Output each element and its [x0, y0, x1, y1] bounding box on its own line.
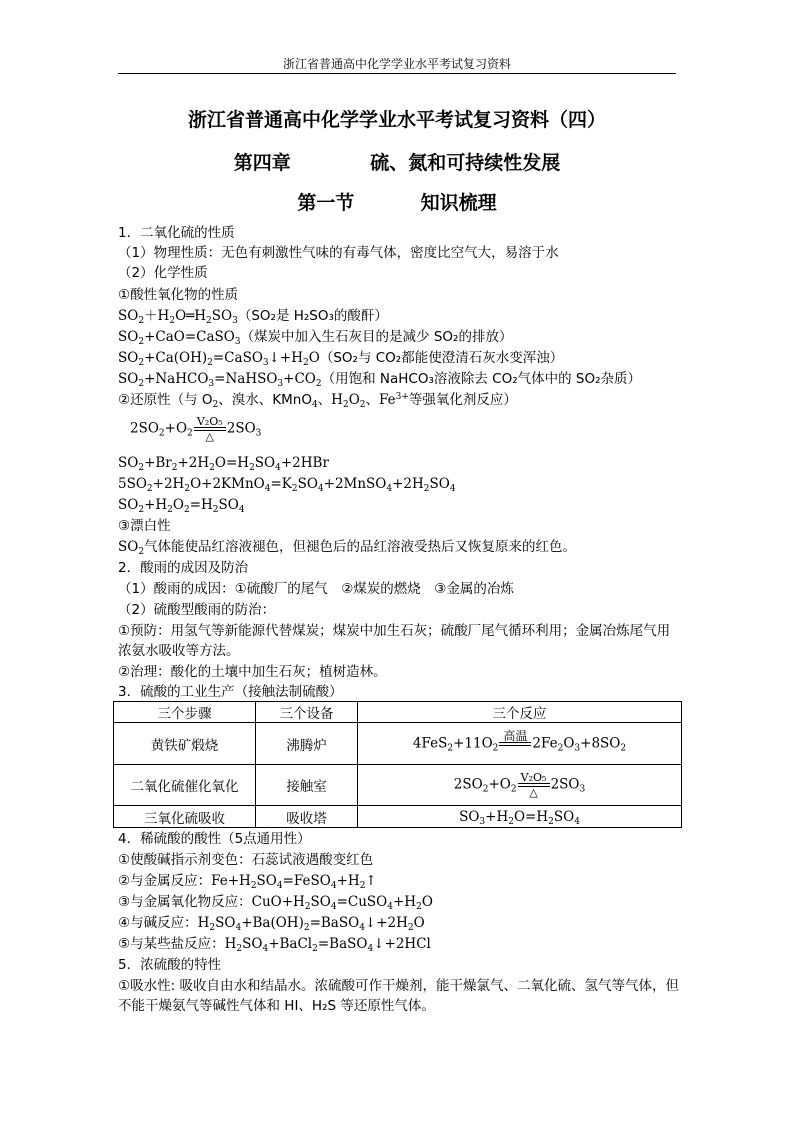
device-cell: 沸腾炉: [256, 723, 358, 765]
eq-so2-o2: $2SO_2+O_2$ V₂O₅ △ $2SO_3$: [130, 415, 262, 443]
section-label: 第一节: [297, 192, 355, 214]
s1-bleach-heading: ③漂白性: [118, 518, 171, 534]
s2-prevent: ①预防：用氢气等新能源代替煤炭；煤炭中加生石灰；硫酸厂尾气循环利用；金属冶炼尾气用浓氨水吸收等方法。: [118, 623, 671, 659]
eq-so2-caoh2: $SO_2+Ca(OH)_2=CaSO_3↓+H_2O(SO_2$与 CO₂都能使澄清石灰水变浑浊）: [118, 350, 564, 368]
heat-symbol: △: [529, 786, 538, 799]
s2-prevent-heading: （2）硫酸型酸雨的防治：: [118, 602, 276, 618]
catalyst-label: V₂O₅: [196, 415, 223, 428]
s1-physical: （1）物理性质：无色有刺激性气味的有毒气体，密度比空气大，易溶于水: [118, 245, 559, 261]
s2-treat: ②治理：酸化的土壤中加生石灰；植树造林。: [118, 664, 387, 680]
step-cell: 黄铁矿煅烧: [114, 723, 256, 765]
s5-absorb: ①吸水性: 吸收自由水和结晶水。浓硫酸可作干燥剂，能干燥氯气、二氧化硫、氢气等气体，但不能干燥氨气等碱性气体和 HI、H₂S 等还原性气体。: [118, 978, 679, 1014]
s4-item-5: ⑤与某些盐反应：$H_2SO_4+BaCl_2=BaSO_4↓+2HCl$: [118, 936, 431, 954]
eq-so2-nahco3: $SO_2+NaHCO_3=NaHSO_3+CO_2$（用饱和 NaHCO₃溶液除去 CO₂气体中的 SO₂杂质）: [118, 371, 642, 389]
s4-heading: 4．稀硫酸的酸性（5点通用性）: [118, 831, 311, 847]
s1-chemical: （2）化学性质: [118, 265, 208, 281]
section-title: [0, 188, 794, 215]
bleach-text: 气体能使品红溶液褪色，但褪色后的品红溶液受热后又恢复原来的红色。: [144, 539, 577, 555]
high-temp-label: 高温: [503, 728, 528, 743]
eq-so2-kmno4: $5SO_2+2H_2O+2KMnO_4=K_2SO_4+2MnSO_4+2H_2SO_4$: [118, 476, 456, 494]
table-header: 三个设备: [256, 702, 358, 723]
note-5: 等强氧化剂反应）: [408, 392, 517, 408]
s3-heading: 3．硫酸的工业生产（接触法制硫酸）: [118, 684, 343, 700]
s1-bleach-text: $SO_2$气体能使品红溶液褪色，但褪色后的品红溶液受热后又恢复原来的红色。: [118, 539, 577, 557]
reaction-cell: $SO_3+H_2O=H_2SO_4$: [358, 806, 682, 828]
catalyst-label: V₂O₅: [520, 771, 547, 784]
s5-heading: 5．浓硫酸的特性: [118, 957, 222, 973]
reductive-tail: 、溴水、KMnO: [218, 392, 312, 408]
note-4: （用饱和 NaHCO₃溶液除去 CO₂气体中的 SO₂杂质）: [321, 371, 642, 387]
s4-item-1: ①使酸碱指示剂变色：石蕊试液遇酸变红色: [118, 852, 374, 868]
reaction-cell: $2SO_2+O_2$ V₂O₅ △ $2SO_3$: [358, 765, 682, 806]
table-row: [114, 723, 682, 765]
heat-symbol: △: [205, 430, 214, 443]
eq-so2-h2o: $SO_2+H_2O═H_2SO_3(SO_2$是 H₂SO₃的酸酐）: [118, 308, 388, 326]
reaction-condition: [498, 728, 532, 757]
table-row: [114, 765, 682, 806]
note-1: （SO₂是 H₂SO₃的酸酐）: [237, 308, 388, 324]
document-title: 浙江省普通高中化学学业水平考试复习资料（四）: [187, 109, 606, 131]
reaction-cell: $4FeS_2+11O_2$ 高温 $2Fe_2O_3+8SO_2$: [358, 723, 682, 765]
device-cell: 接触室: [256, 765, 358, 806]
item-label: ⑤与某些盐反应：: [118, 936, 225, 952]
section-name: 知识梳理: [420, 192, 497, 214]
s2-heading: 2．酸雨的成因及防治: [118, 560, 249, 576]
table-row: [114, 806, 682, 828]
note-3: （SO₂与 CO₂都能使澄清石灰水变浑浊）: [319, 350, 564, 366]
table-header: 三个反应: [358, 702, 682, 723]
s4-item-2: ②与金属反应：$Fe+H_2SO_4=FeSO_4+H_2↑$: [118, 873, 377, 891]
process-table: [113, 701, 682, 828]
eq-so2-h2o2: $SO_2+H_2O_2=H_2SO_4$: [118, 497, 245, 515]
chapter-label: 第四章: [233, 152, 291, 174]
table-header: 三个步骤: [114, 702, 256, 723]
note-2: （煤炭中加入生石灰目的是减少 SO₂的排放）: [240, 329, 513, 345]
s1-reductive-heading: ②还原性（与 $O_2$、溴水、KMnO$_4$、$H_2O_2$、$Fe^{3+}$等强氧化剂反应）: [118, 392, 517, 410]
s1-acidic-heading: ①酸性氧化物的性质: [118, 287, 239, 303]
page-header: 浙江省普通高中化学学业水平考试复习资料: [282, 57, 511, 71]
reductive-label: ②还原性（与 O: [118, 392, 213, 408]
step-cell: 三氧化硫吸收: [114, 806, 256, 828]
device-cell: 吸收塔: [256, 806, 358, 828]
s1-heading: 1．二氧化硫的性质: [118, 225, 235, 241]
eq-so2-br2: $SO_2+Br_2+2H_2O=H_2SO_4+2HBr$: [118, 455, 329, 473]
item-label: ③与金属氧化物反应：: [118, 894, 252, 910]
s2-cause: （1）酸雨的成因：①硫酸厂的尾气 ②煤炭的燃烧 ③金属的冶炼: [118, 581, 514, 597]
s4-item-4: ④与碱反应：$H_2SO_4+Ba(OH)_2=BaSO_4↓+2H_2O$: [118, 915, 425, 933]
header-rule: [118, 73, 676, 74]
chapter-title: [0, 148, 794, 175]
eq-so2-cao: $SO_2+CaO=CaSO_3$（煤炭中加入生石灰目的是减少 SO₂的排放）: [118, 329, 513, 347]
reaction-condition: [193, 416, 227, 442]
s4-item-3: ③与金属氧化物反应：$CuO+H_2SO_4=CuSO_4+H_2O$: [118, 894, 433, 912]
item-label: ②与金属反应：: [118, 873, 212, 889]
chapter-name: 硫、氮和可持续性发展: [370, 152, 561, 174]
reaction-condition: [517, 772, 551, 798]
item-label: ④与碱反应：: [118, 915, 198, 931]
step-cell: 二氧化硫催化氧化: [114, 765, 256, 806]
